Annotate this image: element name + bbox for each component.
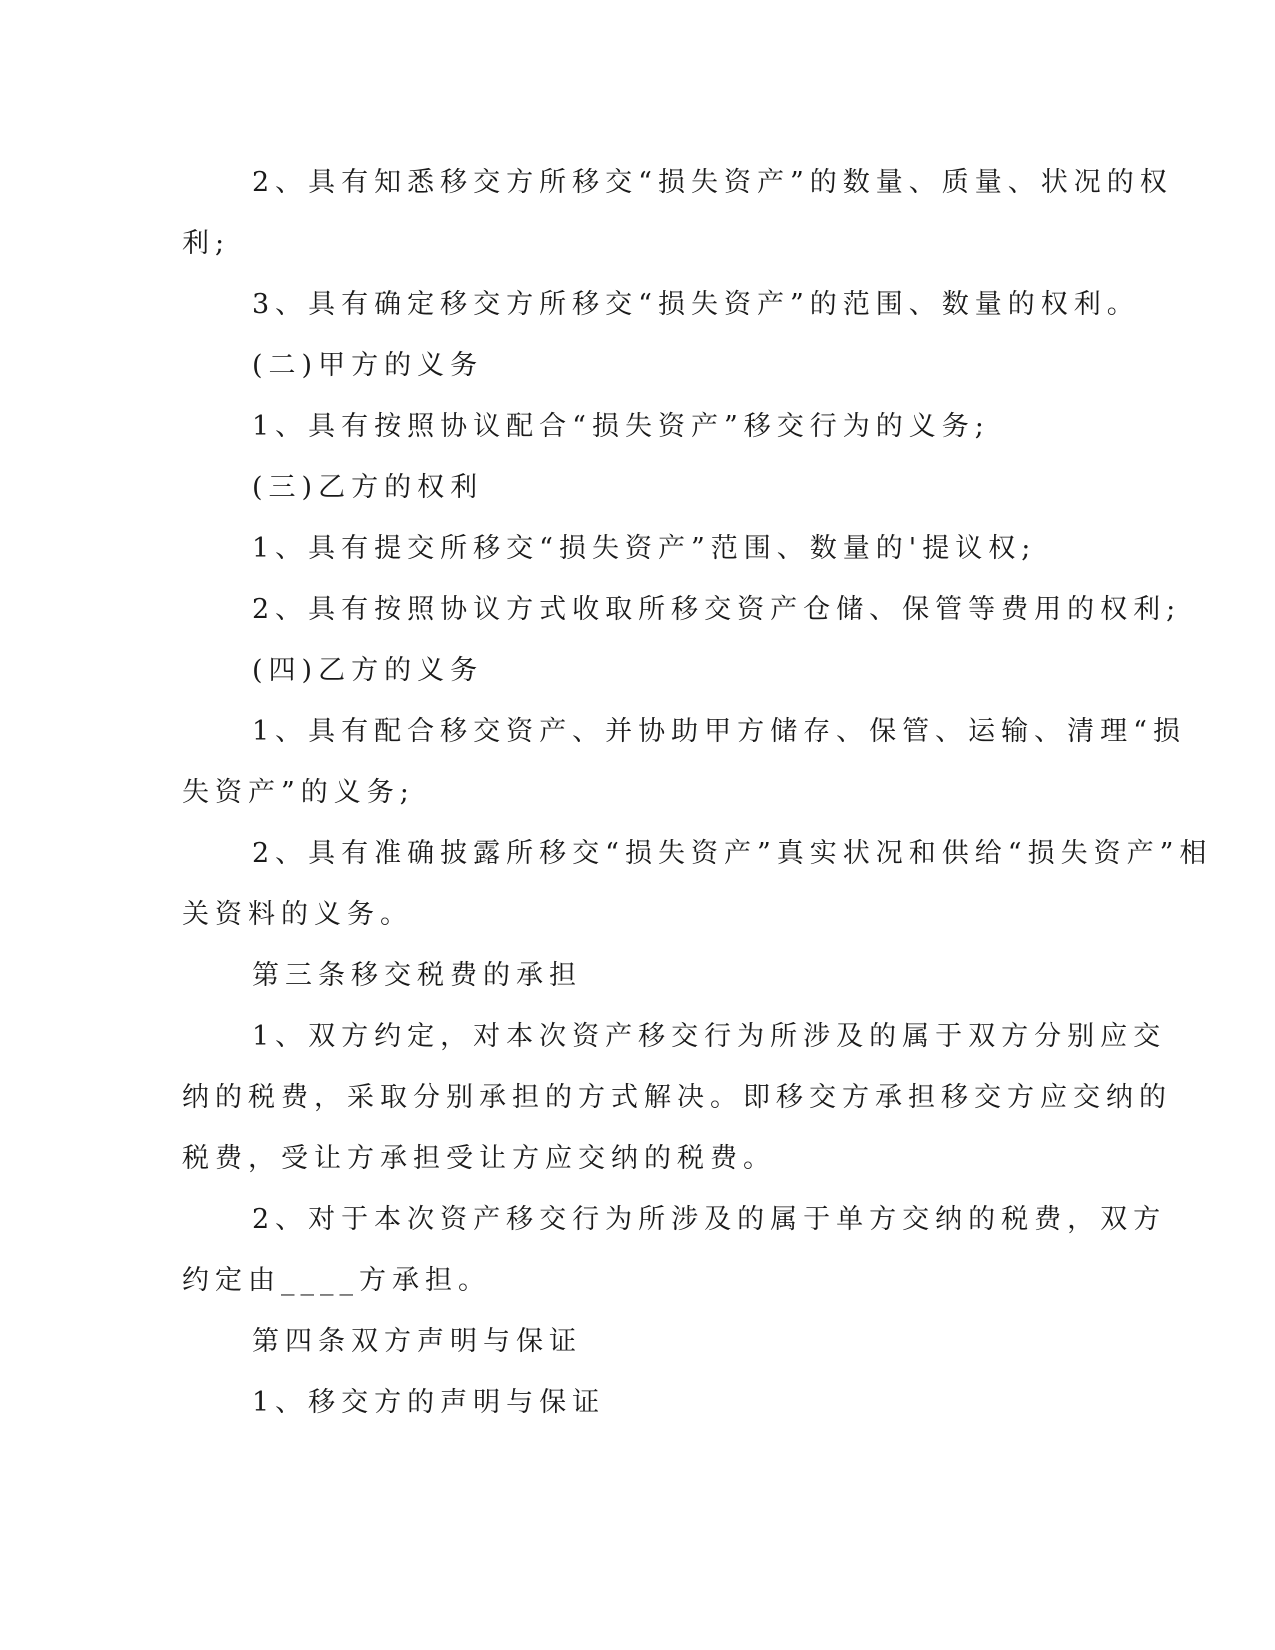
section-heading: (二)甲方的义务 [252,350,484,381]
paragraph-line: 1、双方约定，对本次资产移交行为所涉及的属于双方分别应交 [252,1021,1167,1052]
paragraph-line: 失资产”的义务; [182,777,415,808]
paragraph-line: 税费，受让方承担受让方应交纳的税费。 [182,1143,776,1174]
paragraph-line: 关资料的义务。 [182,899,413,930]
paragraph-line: 2、具有准确披露所移交“损失资产”真实状况和供给“损失资产”相 [252,838,1213,869]
paragraph-line: 纳的税费，采取分别承担的方式解决。即移交方承担移交方应交纳的 [182,1082,1172,1113]
paragraph-line: 利; [182,228,231,259]
paragraph-line: 3、具有确定移交方所移交“损失资产”的范围、数量的权利。 [252,289,1140,320]
document-page [182,152,1213,1433]
section-heading: (四)乙方的义务 [252,655,484,686]
section-heading: (三)乙方的权利 [252,472,484,503]
paragraph-line: 1、具有配合移交资产、并协助甲方储存、保管、运输、清理“损 [252,716,1186,747]
paragraph-line: 1、移交方的声明与保证 [252,1387,606,1418]
paragraph-line: 1、具有按照协议配合“损失资产”移交行为的义务; [252,411,990,442]
paragraph-line: 约定由____方承担。 [182,1265,491,1296]
paragraph-line: 2、具有按照协议方式收取所移交资产仓储、保管等费用的权利; [252,594,1182,625]
article-heading: 第四条双方声明与保证 [252,1326,582,1357]
article-heading: 第三条移交税费的承担 [252,960,582,991]
paragraph-line: 2、具有知悉移交方所移交“损失资产”的数量、质量、状况的权 [252,167,1173,198]
paragraph-line: 2、对于本次资产移交行为所涉及的属于单方交纳的税费，双方 [252,1204,1167,1235]
paragraph-line: 1、具有提交所移交“损失资产”范围、数量的'提议权; [252,533,1037,564]
